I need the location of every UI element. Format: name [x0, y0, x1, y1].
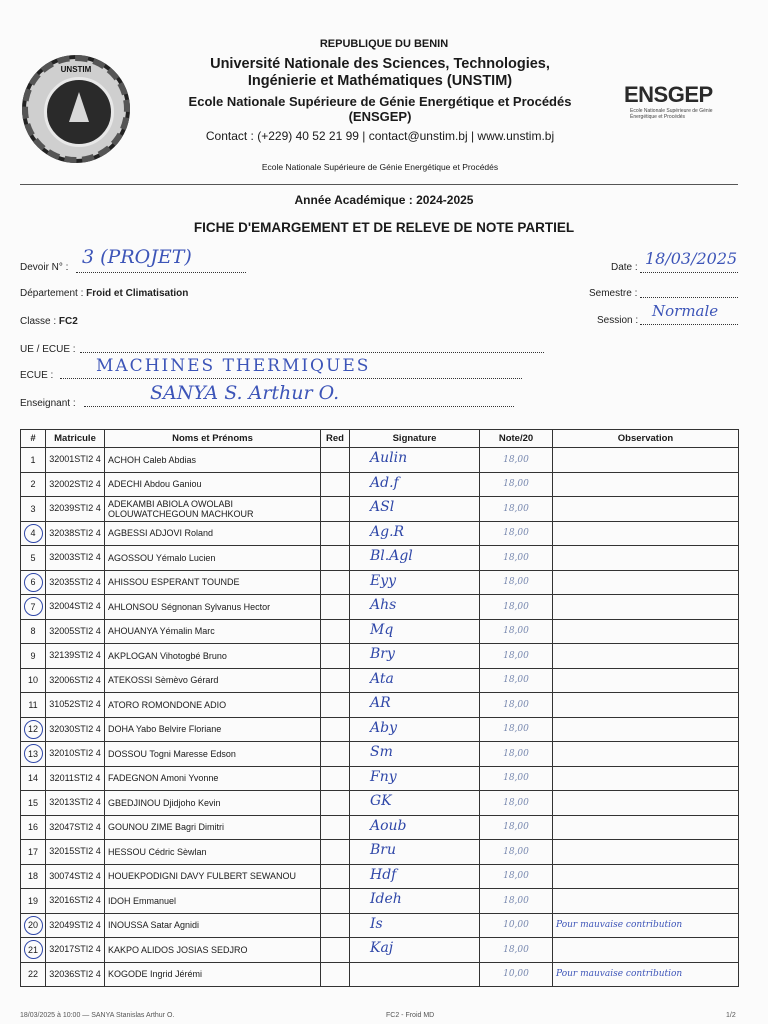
handwritten-signature: Ata [370, 670, 394, 687]
table-row [21, 791, 739, 816]
matricule-cell: 32004STI2 4 [46, 595, 105, 620]
observation-cell [553, 570, 739, 595]
table-row [21, 570, 739, 595]
table-row [21, 742, 739, 767]
handwritten-signature: Eyy [370, 572, 397, 589]
ue-label: UE / ECUE : [20, 344, 76, 355]
row-number: 22 [21, 962, 46, 987]
student-name-cell: KOGODE Ingrid Jérémi [105, 962, 321, 987]
grade-cell: 18,00 [480, 497, 553, 522]
grade-cell: 18,00 [480, 570, 553, 595]
matricule-cell: 32049STI2 4 [46, 913, 105, 938]
signature-cell [350, 472, 480, 497]
observation-cell [553, 546, 739, 571]
session-label: Session : [597, 315, 639, 326]
col-header-name: Noms et Prénoms [105, 430, 321, 448]
student-name-cell: GBEDJINOU Djidjoho Kevin [105, 791, 321, 816]
red-cell [321, 668, 350, 693]
row-number: 21 [21, 938, 46, 963]
grade-cell: 18,00 [480, 864, 553, 889]
student-name-cell: AGOSSOU Yémalo Lucien [105, 546, 321, 571]
enseignant-value: SANYA S. Arthur O. [150, 382, 340, 404]
table-row [21, 521, 739, 546]
observation-cell [553, 472, 739, 497]
handwritten-signature: Ad.f [370, 474, 399, 491]
matricule-cell: 32047STI2 4 [46, 815, 105, 840]
observation-cell [553, 840, 739, 865]
red-cell [321, 717, 350, 742]
grade-cell: 18,00 [480, 717, 553, 742]
table-row [21, 717, 739, 742]
observation-cell [553, 521, 739, 546]
matricule-cell: 32036STI2 4 [46, 962, 105, 987]
grade-cell: 18,00 [480, 815, 553, 840]
table-row [21, 546, 739, 571]
date-value: 18/03/2025 [645, 249, 738, 268]
grade-cell: 18,00 [480, 668, 553, 693]
table-row [21, 693, 739, 718]
student-name-cell: AKPLOGAN Vihotogbé Bruno [105, 644, 321, 669]
row-number: 20 [21, 913, 46, 938]
matricule-cell: 32139STI2 4 [46, 644, 105, 669]
matricule-cell: 31052STI2 4 [46, 693, 105, 718]
table-row [21, 595, 739, 620]
red-cell [321, 570, 350, 595]
table-row [21, 864, 739, 889]
row-number: 3 [21, 497, 46, 522]
student-name-cell: AHLONSOU Ségnonan Sylvanus Hector [105, 595, 321, 620]
grade-cell: 18,00 [480, 889, 553, 914]
signature-cell [350, 742, 480, 767]
handwritten-signature: GK [370, 793, 392, 809]
observation-cell [553, 889, 739, 914]
footer-left: 18/03/2025 à 10:00 — SANYA Stanislas Arthur O. [20, 1012, 175, 1019]
table-row [21, 840, 739, 865]
grade-cell: 18,00 [480, 448, 553, 473]
footer-center: FC2 - Froid MD [386, 1012, 435, 1019]
handwritten-signature: Is [370, 915, 383, 932]
student-name-cell: AHISSOU ESPERANT TOUNDE [105, 570, 321, 595]
matricule-cell: 32010STI2 4 [46, 742, 105, 767]
student-name-cell: FADEGNON Amoni Yvonne [105, 766, 321, 791]
col-header-red: Red [321, 430, 350, 448]
matricule-cell: 32013STI2 4 [46, 791, 105, 816]
academic-year: Année Académique : 2024-2025 [294, 193, 474, 207]
red-cell [321, 619, 350, 644]
red-cell [321, 472, 350, 497]
signature-cell [350, 595, 480, 620]
grade-cell: 18,00 [480, 840, 553, 865]
departement-label: Département : Froid et Climatisation [20, 288, 189, 299]
observation-cell [553, 595, 739, 620]
grade-cell: 18,00 [480, 644, 553, 669]
red-cell [321, 693, 350, 718]
student-name-cell: ATEKOSSI Sèmèvo Gérard [105, 668, 321, 693]
school-name: Ecole Nationale Supérieure de Génie Energétique et Procédés (ENSGEP) [188, 94, 572, 124]
signature-cell [350, 962, 480, 987]
classe-value: FC2 [58, 316, 78, 327]
table-row [21, 889, 739, 914]
matricule-cell: 32039STI2 4 [46, 497, 105, 522]
student-name-cell: DOSSOU Togni Maresse Edson [105, 742, 321, 767]
observation-cell [553, 742, 739, 767]
table-row [21, 619, 739, 644]
student-name-cell: GOUNOU ZIME Bagri Dimitri [105, 815, 321, 840]
university-name: Université Nationale des Sciences, Technologies, Ingénierie et Mathématiques (UNSTIM) [210, 56, 550, 89]
handwritten-signature: Mq [370, 621, 394, 638]
signature-cell [350, 889, 480, 914]
handwritten-signature: Ag.R [370, 523, 405, 540]
departement-value: Froid et Climatisation [86, 288, 189, 299]
contact-line: Contact : (+229) 40 52 21 99 | contact@unstim.bj | www.unstim.bj [205, 129, 555, 143]
red-cell [321, 815, 350, 840]
student-name-cell: AHOUANYA Yémalin Marc [105, 619, 321, 644]
student-name-cell: ADEKAMBI ABIOLA OWOLABI OLOUWATCHEGOUN MACHKOUR [105, 497, 321, 522]
handwritten-signature: AR [370, 695, 391, 711]
row-number: 18 [21, 864, 46, 889]
row-number: 16 [21, 815, 46, 840]
grade-cell: 18,00 [480, 546, 553, 571]
grade-cell: 10,00 [480, 962, 553, 987]
red-cell [321, 962, 350, 987]
observation-cell: Pour mauvaise contribution [553, 962, 739, 987]
student-name-cell: ADECHI Abdou Ganiou [105, 472, 321, 497]
matricule-cell: 32001STI2 4 [46, 448, 105, 473]
row-number: 14 [21, 766, 46, 791]
handwritten-signature: ASl [370, 499, 395, 515]
handwritten-signature: Bl.Agl [370, 548, 413, 564]
observation-cell [553, 668, 739, 693]
red-cell [321, 791, 350, 816]
grade-cell: 18,00 [480, 938, 553, 963]
signature-cell [350, 448, 480, 473]
ensgep-logo: ENSGEP Ecole Nationale Supérieure de Génie Énergétique et Procédés [624, 82, 713, 120]
grade-cell: 18,00 [480, 595, 553, 620]
row-number: 19 [21, 889, 46, 914]
session-value: Normale [652, 302, 719, 320]
handwritten-signature: Sm [370, 744, 393, 760]
red-cell [321, 497, 350, 522]
row-number: 10 [21, 668, 46, 693]
unstim-seal-logo: UNSTIM [22, 55, 130, 163]
row-number: 11 [21, 693, 46, 718]
observation-cell [553, 619, 739, 644]
red-cell [321, 889, 350, 914]
matricule-cell: 30074STI2 4 [46, 864, 105, 889]
red-cell [321, 938, 350, 963]
table-row [21, 913, 739, 938]
row-number: 17 [21, 840, 46, 865]
observation-cell [553, 717, 739, 742]
student-name-cell: DOHA Yabo Belvire Floriane [105, 717, 321, 742]
handwritten-signature: Aby [370, 719, 397, 736]
observation-cell [553, 864, 739, 889]
table-row [21, 472, 739, 497]
col-header-number: # [21, 430, 46, 448]
signature-cell [350, 938, 480, 963]
observation-cell [553, 791, 739, 816]
row-number: 8 [21, 619, 46, 644]
observation-cell [553, 766, 739, 791]
document-title: FICHE D'EMARGEMENT ET DE RELEVE DE NOTE PARTIEL [193, 220, 575, 235]
handwritten-signature: Bry [370, 646, 395, 662]
school-subtitle: Ecole Nationale Supérieure de Génie Energétique et Procédés [261, 162, 499, 172]
matricule-cell: 32003STI2 4 [46, 546, 105, 571]
grade-cell: 10,00 [480, 913, 553, 938]
col-header-note: Note/20 [480, 430, 553, 448]
matricule-cell: 32011STI2 4 [46, 766, 105, 791]
row-number: 6 [21, 570, 46, 595]
observation-cell [553, 938, 739, 963]
table-row [21, 938, 739, 963]
grade-cell: 18,00 [480, 791, 553, 816]
observation-cell [553, 815, 739, 840]
table-row [21, 497, 739, 522]
matricule-cell: 32015STI2 4 [46, 840, 105, 865]
row-number: 4 [21, 521, 46, 546]
signature-cell [350, 815, 480, 840]
col-header-matricule: Matricule [46, 430, 105, 448]
semestre-label: Semestre : [589, 288, 638, 299]
grade-cell: 18,00 [480, 742, 553, 767]
signature-cell [350, 644, 480, 669]
signature-cell [350, 619, 480, 644]
handwritten-signature: Kaj [370, 940, 394, 956]
handwritten-signature: Bru [370, 842, 396, 858]
row-number: 5 [21, 546, 46, 571]
handwritten-signature: Fny [370, 768, 397, 785]
attendance-grade-table [20, 429, 739, 987]
ecue-value: MACHINES THERMIQUES [96, 356, 371, 376]
handwritten-signature: Hdf [370, 866, 397, 883]
handwritten-signature: Aoub [370, 817, 407, 834]
table-row [21, 815, 739, 840]
row-number: 13 [21, 742, 46, 767]
matricule-cell: 32016STI2 4 [46, 889, 105, 914]
handwritten-signature: Aulin [370, 450, 408, 466]
page-number: 1/2 [726, 1012, 736, 1019]
handwritten-signature: Ahs [370, 597, 397, 613]
red-cell [321, 913, 350, 938]
row-number: 9 [21, 644, 46, 669]
signature-cell [350, 766, 480, 791]
signature-cell [350, 570, 480, 595]
signature-cell [350, 693, 480, 718]
student-name-cell: IDOH Emmanuel [105, 889, 321, 914]
observation-cell [553, 497, 739, 522]
student-name-cell: KAKPO ALIDOS JOSIAS SEDJRO [105, 938, 321, 963]
row-number: 2 [21, 472, 46, 497]
matricule-cell: 32030STI2 4 [46, 717, 105, 742]
student-name-cell: AGBESSI ADJOVI Roland [105, 521, 321, 546]
grade-cell: 18,00 [480, 521, 553, 546]
col-header-observation: Observation [553, 430, 739, 448]
red-cell [321, 766, 350, 791]
observation-cell: Pour mauvaise contribution [553, 913, 739, 938]
matricule-cell: 32006STI2 4 [46, 668, 105, 693]
devoir-label: Devoir N° : [20, 262, 69, 273]
col-header-signature: Signature [350, 430, 480, 448]
red-cell [321, 864, 350, 889]
devoir-value: 3 (PROJET) [82, 246, 192, 268]
ecue-label: ECUE : [20, 370, 54, 381]
signature-cell [350, 864, 480, 889]
student-name-cell: HESSOU Cédric Sèwlan [105, 840, 321, 865]
red-cell [321, 521, 350, 546]
signature-cell [350, 521, 480, 546]
page-footer [0, 1012, 768, 1024]
matricule-cell: 32002STI2 4 [46, 472, 105, 497]
matricule-cell: 32017STI2 4 [46, 938, 105, 963]
signature-cell [350, 546, 480, 571]
matricule-cell: 32005STI2 4 [46, 619, 105, 644]
date-label: Date : [611, 262, 638, 273]
signature-cell [350, 791, 480, 816]
header-divider [20, 184, 738, 185]
student-name-cell: INOUSSA Satar Agnidi [105, 913, 321, 938]
row-number: 15 [21, 791, 46, 816]
observation-cell [553, 448, 739, 473]
red-cell [321, 742, 350, 767]
observation-cell [553, 693, 739, 718]
table-row [21, 962, 739, 987]
table-row [21, 448, 739, 473]
red-cell [321, 595, 350, 620]
matricule-cell: 32038STI2 4 [46, 521, 105, 546]
signature-cell [350, 840, 480, 865]
student-name-cell: ACHOH Caleb Abdias [105, 448, 321, 473]
table-header-row [21, 430, 739, 448]
table-row [21, 766, 739, 791]
grade-cell: 18,00 [480, 693, 553, 718]
handwritten-signature: Ideh [370, 891, 402, 907]
row-number: 12 [21, 717, 46, 742]
classe-label: Classe : FC2 [20, 316, 78, 327]
table-row [21, 644, 739, 669]
grade-cell: 18,00 [480, 766, 553, 791]
student-name-cell: ATORO ROMONDONE ADIO [105, 693, 321, 718]
grade-cell: 18,00 [480, 619, 553, 644]
row-number: 1 [21, 448, 46, 473]
table-row [21, 668, 739, 693]
signature-cell [350, 668, 480, 693]
observation-cell [553, 644, 739, 669]
signature-cell [350, 497, 480, 522]
grade-cell: 18,00 [480, 472, 553, 497]
republique-heading: REPUBLIQUE DU BENIN [319, 38, 449, 50]
signature-cell [350, 913, 480, 938]
red-cell [321, 644, 350, 669]
red-cell [321, 448, 350, 473]
matricule-cell: 32035STI2 4 [46, 570, 105, 595]
signature-cell [350, 717, 480, 742]
enseignant-label: Enseignant : [20, 398, 76, 409]
student-name-cell: HOUEKPODIGNI DAVY FULBERT SEWANOU [105, 864, 321, 889]
row-number: 7 [21, 595, 46, 620]
red-cell [321, 546, 350, 571]
red-cell [321, 840, 350, 865]
